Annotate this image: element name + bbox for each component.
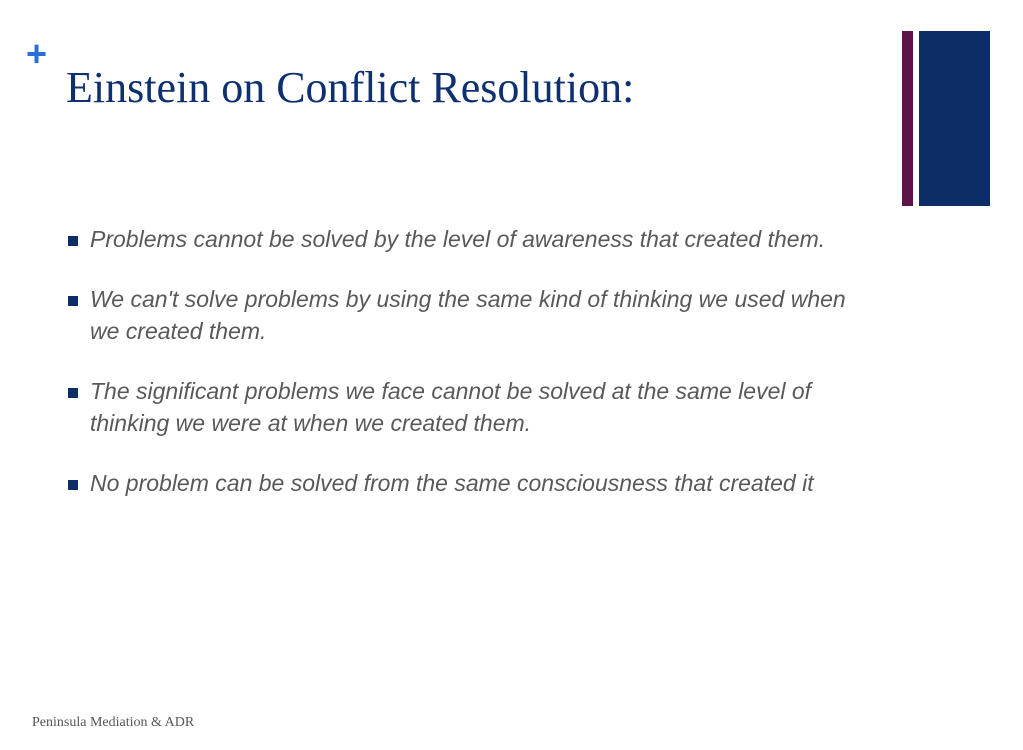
bullet-text: We can't solve problems by using the same kind of thinking we used when we created them. — [90, 286, 846, 344]
accent-bar-maroon — [902, 31, 913, 206]
bullet-text: No problem can be solved from the same consciousness that created it — [90, 470, 814, 496]
slide-title: Einstein on Conflict Resolution: — [66, 63, 635, 112]
square-bullet-icon — [68, 480, 78, 490]
bullet-item — [66, 375, 866, 439]
accent-bar-navy — [919, 31, 990, 206]
bullet-text: The significant problems we face cannot be solved at the same level of thinking we were at when we created them. — [90, 378, 812, 436]
square-bullet-icon — [68, 296, 78, 306]
bullet-item — [66, 283, 866, 347]
bullet-item — [66, 223, 866, 255]
square-bullet-icon — [68, 236, 78, 246]
bullet-text: Problems cannot be solved by the level of awareness that created them. — [90, 226, 826, 252]
plus-icon: + — [26, 33, 48, 74]
footer-text: Peninsula Mediation & ADR — [32, 715, 195, 730]
bullet-list — [66, 223, 866, 527]
bullet-item — [66, 467, 866, 499]
square-bullet-icon — [68, 388, 78, 398]
